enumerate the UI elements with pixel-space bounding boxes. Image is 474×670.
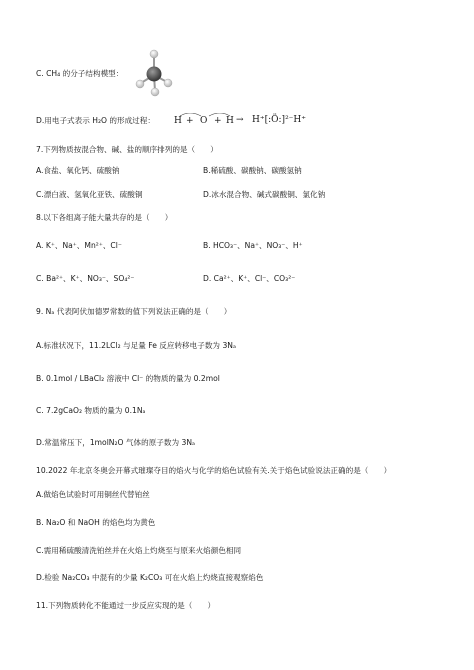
q7-option-b: B.稀硫酸、碳酸钠、碳酸氢钠 (203, 166, 302, 175)
electron-transfer-arrows (170, 113, 308, 129)
q10-stem: 10.2022 年北京冬奥会开幕式璀璨夺目的焰火与化学的焰色试验有关.关于焰色试验说法正确的是（ ） (36, 466, 392, 475)
plus-sign-1: + (186, 116, 194, 126)
oxygen-atom: O (200, 116, 208, 126)
q7-option-d: D.冰水混合物、碱式碳酸铜、氯化钠 (203, 190, 326, 199)
hydrogen-atom-right: H (226, 116, 234, 126)
q9-option-d: D.常温常压下，1molN₂O 气体的原子数为 3Nₐ (36, 438, 195, 447)
q10-option-b: B. Na₂O 和 NaOH 的焰色均为黄色 (36, 518, 156, 527)
q8-stem: 8.以下各组离子能大量共存的是（ ） (36, 213, 173, 222)
hydrogen-atom-left: H (174, 116, 182, 126)
q11-stem: 11.下列物质转化不能通过一步反应实现的是（ ） (36, 601, 216, 610)
q10-option-a: A.做焰色试验时可用铜丝代替铂丝 (36, 490, 150, 499)
h2o-formation-diagram (170, 113, 308, 129)
q9-option-c: C. 7.2gCaO₂ 物质的量为 0.1Nₐ (36, 406, 146, 415)
ch4-ball-and-stick-model (134, 49, 174, 97)
q9-stem: 9. Nₐ 代表阿伏加德罗常数的值下列说法正确的是（ ） (36, 307, 232, 316)
q8-option-d: D. Ca²⁺、K⁺、Cl⁻、CO₃²⁻ (203, 274, 296, 283)
q9-option-b: B. 0.1mol / LBaCl₂ 溶液中 Cl⁻ 的物质的量为 0.2mol (36, 374, 220, 383)
q6-option-d: D.用电子式表示 H₂O 的形成过程： (36, 116, 155, 125)
q7-stem: 7.下列物质按混合物、碱、盐的顺序排列的是（ ） (36, 145, 218, 154)
q8-option-a: A. K⁺、Na⁺、Mn²⁺、Cl⁻ (36, 241, 122, 250)
q6-option-c: C. CH₄ 的分子结构模型： (36, 69, 124, 78)
q9-option-a: A.标准状况下，11.2LCl₂ 与足量 Fe 反应转移电子数为 3Nₐ (36, 341, 236, 350)
q8-option-c: C. Ba²⁺、K⁺、NO₃⁻、SO₄²⁻ (36, 274, 135, 283)
q7-option-c: C.漂白液、氢氧化亚铁、硫酸铜 (36, 190, 143, 199)
q10-option-c: C.需用稀硫酸清洗铂丝并在火焰上灼烧至与原来火焰颜色相同 (36, 546, 242, 555)
reaction-arrow: → (236, 115, 244, 125)
plus-sign-2: + (214, 116, 222, 126)
water-electron-formula: H⁺[:Ö:]²⁻H⁺ (252, 115, 307, 125)
q7-option-a: A.食盐、氧化钙、硫酸钠 (36, 166, 120, 175)
q8-option-b: B. HCO₃⁻、Na⁺、NO₃⁻、H⁺ (203, 241, 303, 250)
q10-option-d: D.检验 Na₂CO₃ 中混有的少量 K₂CO₃ 可在火焰上灼烧直接观察焰色 (36, 573, 264, 582)
